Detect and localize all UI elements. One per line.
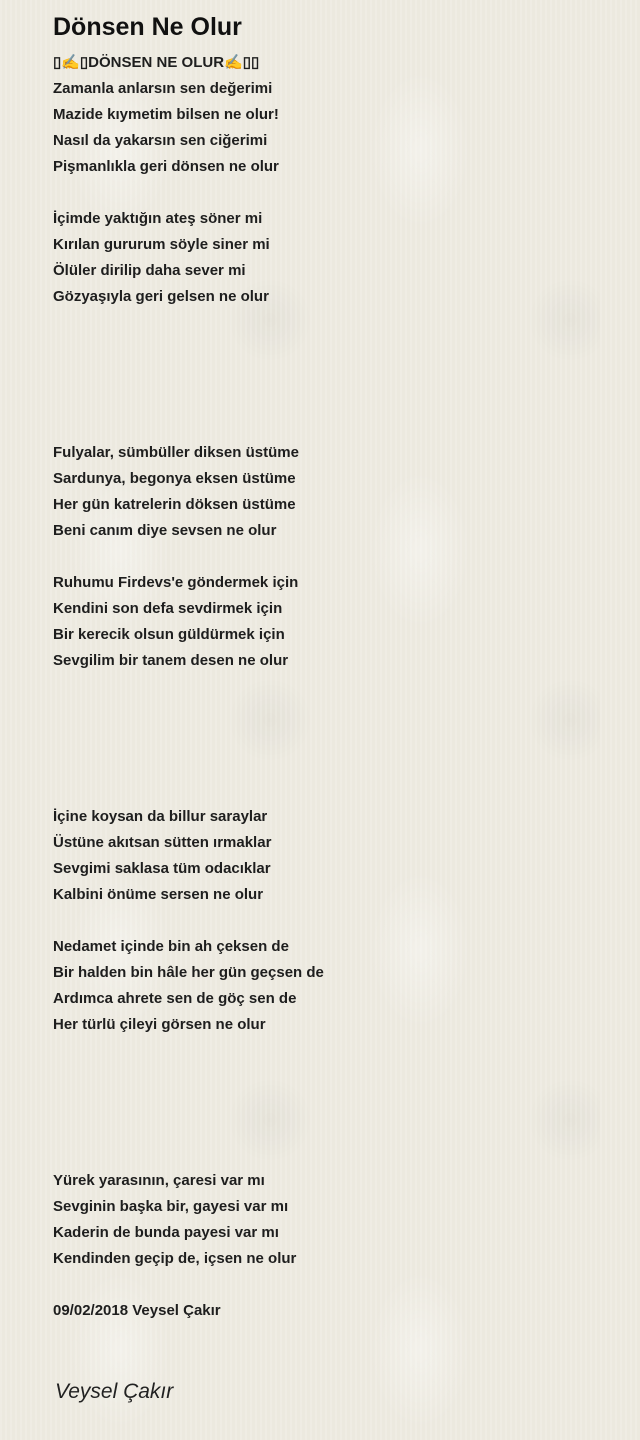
- poem-line: Mazide kıymetim bilsen ne olur!: [53, 106, 279, 123]
- stanza: [53, 570, 613, 674]
- poem-line: Kalbini önüme sersen ne olur: [53, 886, 264, 903]
- poem-line: Ruhumu Firdevs'e göndermek için: [53, 574, 299, 591]
- stanza: [53, 206, 613, 310]
- poem-parts: [53, 76, 613, 1272]
- poem-line: Zamanla anlarsın sen değerimi: [53, 80, 273, 97]
- poem-line: Üstüne akıtsan sütten ırmaklar: [53, 834, 272, 851]
- part-spacer: [53, 1064, 613, 1168]
- poem-line: Sardunya, begonya eksen üstüme: [53, 470, 296, 487]
- stanza: [53, 934, 613, 1038]
- poem-line: Nedamet içinde bin ah çeksen de: [53, 938, 289, 955]
- part-spacer: [53, 700, 613, 804]
- poem-line: Ardımca ahrete sen de göç sen de: [53, 990, 297, 1007]
- poem-header-line: ▯✍▯DÖNSEN NE OLUR✍▯▯: [53, 54, 260, 71]
- poem-line: Kendinden geçip de, içsen ne olur: [53, 1250, 297, 1267]
- poem-line: Pişmanlıkla geri dönsen ne olur: [53, 158, 279, 175]
- poem-body: [53, 50, 613, 1324]
- poem-line: Fulyalar, sümbüller diksen üstüme: [53, 444, 299, 461]
- stanza: [53, 1168, 613, 1272]
- poem-line: Sevgilim bir tanem desen ne olur: [53, 652, 289, 669]
- poem-line: Her gün katrelerin döksen üstüme: [53, 496, 296, 513]
- poem-line: Nasıl da yakarsın sen ciğerimi: [53, 132, 268, 149]
- poem-line: Kırılan gururum söyle siner mi: [53, 236, 270, 253]
- poem-line: Kendini son defa sevdirmek için: [53, 600, 283, 617]
- stanza: [53, 440, 613, 544]
- poem-line: Ölüler dirilip daha sever mi: [53, 262, 246, 279]
- author-signature[interactable]: Veysel Çakır: [55, 1380, 174, 1403]
- poem-line: Bir halden bin hâle her gün geçsen de: [53, 964, 324, 981]
- poem-line: Bir kerecik olsun güldürmek için: [53, 626, 285, 643]
- poem-line: Beni canım diye sevsen ne olur: [53, 522, 277, 539]
- poem-title: Dönsen Ne Olur: [53, 13, 242, 41]
- poem-line: Sevginin başka bir, gayesi var mı: [53, 1198, 289, 1215]
- part-spacer: [53, 336, 613, 440]
- poem-line: Kaderin de bunda payesi var mı: [53, 1224, 279, 1241]
- poem-line: Gözyaşıyla geri gelsen ne olur: [53, 288, 269, 305]
- poem-line: Her türlü çileyi görsen ne olur: [53, 1016, 266, 1033]
- stanza: [53, 76, 613, 180]
- poem-line: Sevgimi saklasa tüm odacıklar: [53, 860, 271, 877]
- poem-line: İçine koysan da billur saraylar: [53, 808, 268, 825]
- poem-date-author: 09/02/2018 Veysel Çakır: [53, 1302, 221, 1319]
- poem-line: Yürek yarasının, çaresi var mı: [53, 1172, 265, 1189]
- stanza: [53, 804, 613, 908]
- poem-line: İçimde yaktığın ateş söner mi: [53, 210, 263, 227]
